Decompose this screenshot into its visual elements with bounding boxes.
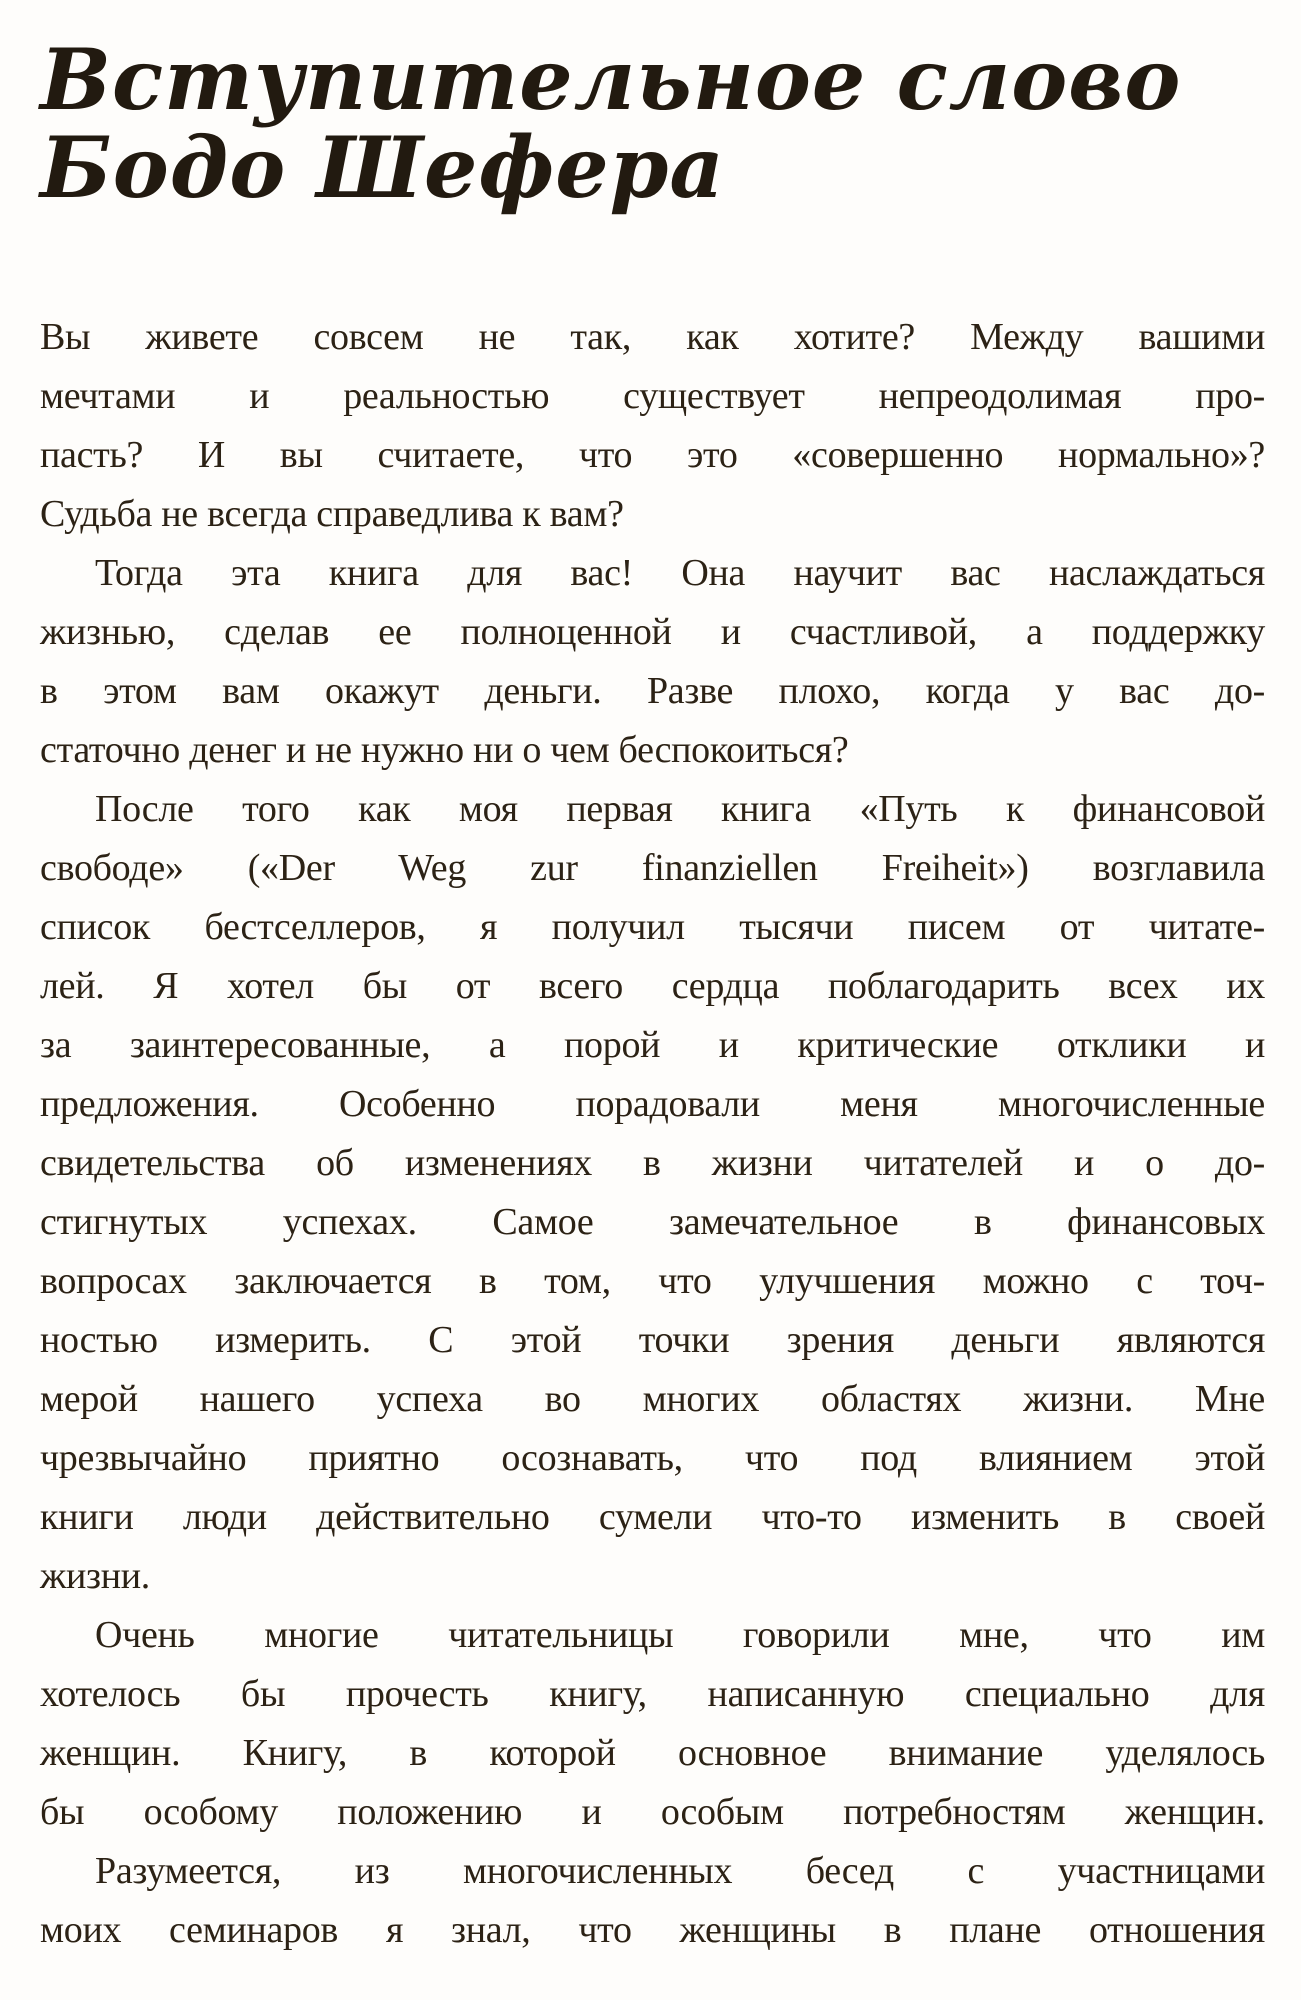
- text-line: После того как моя первая книга «Путь к финансовой: [95, 788, 1265, 830]
- text-line: бы особому положению и особым потребностям женщин.: [40, 1791, 1265, 1833]
- chapter-title-line-1: Вступительное слово: [40, 30, 1182, 129]
- text-line: книги люди действительно сумели что-то изменить в своей: [40, 1496, 1265, 1538]
- text-line: Вы живете совсем не так, как хотите? Между вашими: [40, 316, 1265, 358]
- text-line: статочно денег и не нужно ни о чем беспокоиться?: [40, 729, 849, 771]
- text-line: чрезвычайно приятно осознавать, что под влиянием этой: [40, 1437, 1265, 1479]
- text-line: хотелось бы прочесть книгу, написанную специально для: [40, 1673, 1265, 1715]
- paragraph: [40, 544, 1265, 780]
- paragraph: [40, 1606, 1265, 1842]
- text-line: за заинтересованные, а порой и критические отклики и: [40, 1024, 1265, 1066]
- text-line: жизнью, сделав ее полноценной и счастливой, а поддержку: [40, 611, 1265, 653]
- paragraph: [40, 308, 1265, 544]
- chapter-title-line-2: Бодо Шефера: [40, 118, 725, 217]
- text-line: мерой нашего успеха во многих областях жизни. Мне: [40, 1378, 1265, 1420]
- text-line: свободе» («Der Weg zur finanziellen Freiheit») возглавила: [40, 847, 1265, 889]
- text-line: стигнутых успехах. Самое замечательное в финансовых: [40, 1201, 1265, 1243]
- text-line: Очень многие читательницы говорили мне, что им: [95, 1614, 1265, 1656]
- text-line: предложения. Особенно порадовали меня многочисленные: [40, 1083, 1265, 1125]
- text-line: лей. Я хотел бы от всего сердца поблагодарить всех их: [40, 965, 1265, 1007]
- text-line: женщин. Книгу, в которой основное внимание уделялось: [40, 1732, 1265, 1774]
- paragraph: [40, 1842, 1265, 1960]
- paragraph: [40, 780, 1265, 1606]
- text-line: моих семинаров я знал, что женщины в плане отношения: [40, 1909, 1265, 1951]
- text-line: вопросах заключается в том, что улучшения можно с точ-: [40, 1260, 1265, 1302]
- text-line: Судьба не всегда справедлива к вам?: [40, 493, 624, 535]
- text-line: список бестселлеров, я получил тысячи писем от читате-: [40, 906, 1265, 948]
- text-line: Разумеется, из многочисленных бесед с участницами: [95, 1850, 1265, 1892]
- text-line: в этом вам окажут деньги. Разве плохо, когда у вас до-: [40, 670, 1265, 712]
- page-body: [40, 308, 1265, 1960]
- text-line: свидетельства об изменениях в жизни читателей и о до-: [40, 1142, 1265, 1184]
- text-line: Тогда эта книга для вас! Она научит вас наслаждаться: [95, 552, 1265, 594]
- text-line: пасть? И вы считаете, что это «совершенно нормально»?: [40, 434, 1265, 476]
- text-line: жизни.: [40, 1555, 150, 1597]
- text-line: мечтами и реальностью существует непреодолимая про-: [40, 375, 1265, 417]
- text-line: ностью измерить. С этой точки зрения деньги являются: [40, 1319, 1265, 1361]
- chapter-title: [40, 30, 1265, 217]
